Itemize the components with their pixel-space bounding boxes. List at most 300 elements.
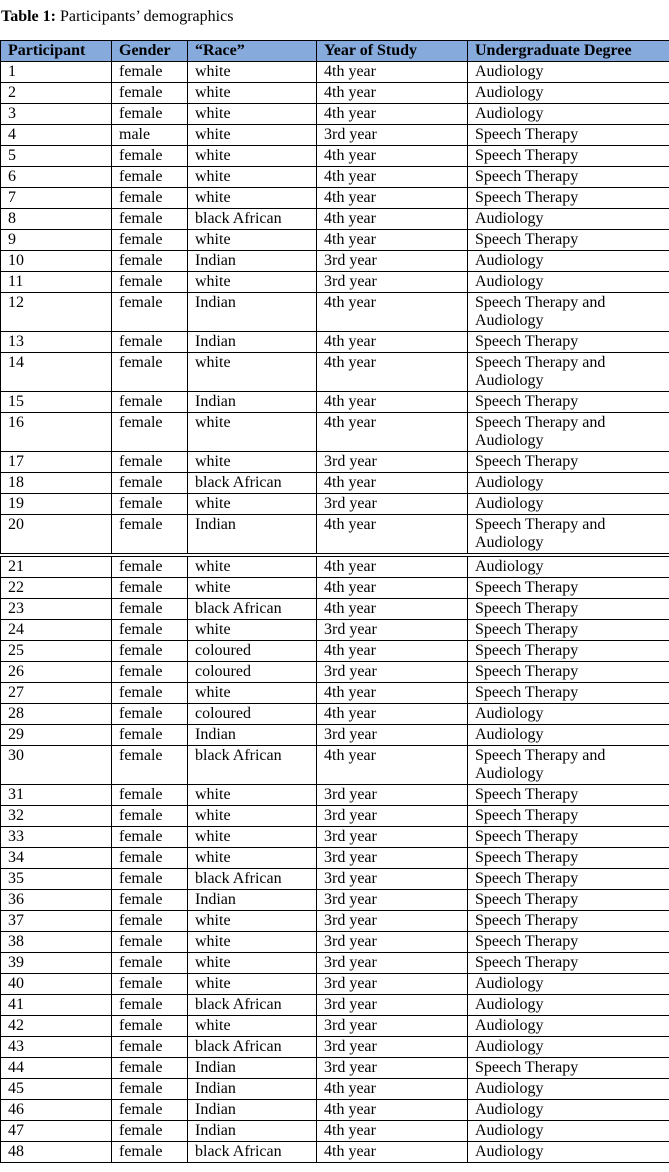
cell-undergraduate-degree: Audiology bbox=[468, 974, 669, 995]
cell-race: Indian bbox=[188, 1100, 317, 1121]
cell-year-of-study: 4th year bbox=[317, 413, 468, 452]
cell-year-of-study: 4th year bbox=[317, 293, 468, 332]
cell-year-of-study: 3rd year bbox=[317, 827, 468, 848]
table-row bbox=[1, 578, 669, 599]
table-row bbox=[1, 890, 669, 911]
cell-undergraduate-degree: Audiology bbox=[468, 557, 669, 578]
cell-undergraduate-degree: Speech Therapy bbox=[468, 953, 669, 974]
table-row bbox=[1, 599, 669, 620]
cell-year-of-study: 4th year bbox=[317, 209, 468, 230]
cell-participant: 5 bbox=[1, 146, 112, 167]
table-row bbox=[1, 806, 669, 827]
cell-undergraduate-degree: Audiology bbox=[468, 704, 669, 725]
cell-gender: male bbox=[112, 125, 188, 146]
cell-gender: female bbox=[112, 413, 188, 452]
cell-year-of-study: 3rd year bbox=[317, 272, 468, 293]
cell-gender: female bbox=[112, 515, 188, 554]
cell-participant: 36 bbox=[1, 890, 112, 911]
cell-gender: female bbox=[112, 353, 188, 392]
table-row bbox=[1, 1100, 669, 1121]
cell-participant: 48 bbox=[1, 1142, 112, 1163]
cell-participant: 7 bbox=[1, 188, 112, 209]
cell-participant: 45 bbox=[1, 1079, 112, 1100]
cell-race: Indian bbox=[188, 515, 317, 554]
table-row bbox=[1, 62, 669, 83]
cell-undergraduate-degree: Audiology bbox=[468, 83, 669, 104]
cell-participant: 47 bbox=[1, 1121, 112, 1142]
table-row bbox=[1, 974, 669, 995]
cell-undergraduate-degree: Speech Therapy bbox=[468, 230, 669, 251]
cell-gender: female bbox=[112, 890, 188, 911]
cell-participant: 18 bbox=[1, 473, 112, 494]
cell-gender: female bbox=[112, 869, 188, 890]
cell-year-of-study: 3rd year bbox=[317, 953, 468, 974]
cell-race: black African bbox=[188, 1037, 317, 1058]
cell-race: Indian bbox=[188, 725, 317, 746]
table-row bbox=[1, 1016, 669, 1037]
cell-race: white bbox=[188, 494, 317, 515]
cell-year-of-study: 4th year bbox=[317, 83, 468, 104]
demographics-table-container bbox=[0, 40, 669, 1163]
cell-participant: 8 bbox=[1, 209, 112, 230]
cell-race: black African bbox=[188, 1142, 317, 1163]
cell-participant: 41 bbox=[1, 995, 112, 1016]
cell-participant: 27 bbox=[1, 683, 112, 704]
cell-race: black African bbox=[188, 746, 317, 785]
cell-gender: female bbox=[112, 932, 188, 953]
cell-undergraduate-degree: Speech Therapy and Audiology bbox=[468, 413, 669, 452]
cell-gender: female bbox=[112, 251, 188, 272]
cell-undergraduate-degree: Speech Therapy bbox=[468, 167, 669, 188]
cell-race: black African bbox=[188, 599, 317, 620]
table-row bbox=[1, 785, 669, 806]
column-header-year-of-study: Year of Study bbox=[317, 41, 468, 62]
table-row bbox=[1, 683, 669, 704]
table-row bbox=[1, 1079, 669, 1100]
table-row bbox=[1, 620, 669, 641]
cell-undergraduate-degree: Audiology bbox=[468, 251, 669, 272]
table-row bbox=[1, 911, 669, 932]
cell-race: white bbox=[188, 125, 317, 146]
table-row bbox=[1, 230, 669, 251]
table-row bbox=[1, 662, 669, 683]
cell-participant: 35 bbox=[1, 869, 112, 890]
cell-race: white bbox=[188, 806, 317, 827]
cell-year-of-study: 3rd year bbox=[317, 620, 468, 641]
table-row bbox=[1, 746, 669, 785]
cell-race: white bbox=[188, 974, 317, 995]
cell-year-of-study: 3rd year bbox=[317, 974, 468, 995]
cell-year-of-study: 4th year bbox=[317, 1142, 468, 1163]
cell-participant: 6 bbox=[1, 167, 112, 188]
table-row bbox=[1, 494, 669, 515]
cell-year-of-study: 3rd year bbox=[317, 125, 468, 146]
cell-year-of-study: 3rd year bbox=[317, 995, 468, 1016]
cell-gender: female bbox=[112, 473, 188, 494]
table-row bbox=[1, 848, 669, 869]
table-caption-label: Table 1: bbox=[1, 8, 56, 25]
cell-race: white bbox=[188, 188, 317, 209]
table-row bbox=[1, 167, 669, 188]
cell-gender: female bbox=[112, 746, 188, 785]
cell-year-of-study: 3rd year bbox=[317, 1037, 468, 1058]
column-header-race: “Race” bbox=[188, 41, 317, 62]
cell-participant: 21 bbox=[1, 557, 112, 578]
cell-gender: female bbox=[112, 953, 188, 974]
cell-undergraduate-degree: Speech Therapy bbox=[468, 641, 669, 662]
cell-gender: female bbox=[112, 272, 188, 293]
cell-year-of-study: 4th year bbox=[317, 1079, 468, 1100]
table-row bbox=[1, 704, 669, 725]
table-row bbox=[1, 209, 669, 230]
cell-year-of-study: 4th year bbox=[317, 746, 468, 785]
table-row bbox=[1, 641, 669, 662]
cell-race: Indian bbox=[188, 293, 317, 332]
cell-year-of-study: 3rd year bbox=[317, 251, 468, 272]
cell-undergraduate-degree: Speech Therapy and Audiology bbox=[468, 515, 669, 554]
table-row bbox=[1, 1037, 669, 1058]
demographics-table-part-1 bbox=[0, 40, 669, 554]
column-header-undergraduate-degree: Undergraduate Degree bbox=[468, 41, 669, 62]
cell-undergraduate-degree: Speech Therapy bbox=[468, 599, 669, 620]
cell-participant: 12 bbox=[1, 293, 112, 332]
cell-participant: 20 bbox=[1, 515, 112, 554]
cell-year-of-study: 4th year bbox=[317, 146, 468, 167]
cell-undergraduate-degree: Speech Therapy bbox=[468, 911, 669, 932]
cell-participant: 34 bbox=[1, 848, 112, 869]
table-caption-text: Participants’ demographics bbox=[55, 8, 234, 25]
table-row bbox=[1, 146, 669, 167]
cell-gender: female bbox=[112, 806, 188, 827]
cell-race: Indian bbox=[188, 392, 317, 413]
cell-year-of-study: 4th year bbox=[317, 1100, 468, 1121]
table-row bbox=[1, 272, 669, 293]
cell-race: white bbox=[188, 104, 317, 125]
cell-gender: female bbox=[112, 578, 188, 599]
cell-participant: 42 bbox=[1, 1016, 112, 1037]
cell-participant: 24 bbox=[1, 620, 112, 641]
table-row bbox=[1, 293, 669, 332]
cell-gender: female bbox=[112, 209, 188, 230]
cell-undergraduate-degree: Speech Therapy bbox=[468, 662, 669, 683]
cell-year-of-study: 3rd year bbox=[317, 725, 468, 746]
cell-year-of-study: 4th year bbox=[317, 104, 468, 125]
cell-participant: 17 bbox=[1, 452, 112, 473]
cell-race: coloured bbox=[188, 662, 317, 683]
cell-race: coloured bbox=[188, 641, 317, 662]
cell-year-of-study: 3rd year bbox=[317, 662, 468, 683]
table-row bbox=[1, 413, 669, 452]
cell-undergraduate-degree: Speech Therapy bbox=[468, 452, 669, 473]
table-row bbox=[1, 869, 669, 890]
cell-race: white bbox=[188, 848, 317, 869]
cell-undergraduate-degree: Audiology bbox=[468, 1079, 669, 1100]
cell-race: black African bbox=[188, 473, 317, 494]
table-row bbox=[1, 125, 669, 146]
cell-participant: 2 bbox=[1, 83, 112, 104]
cell-race: Indian bbox=[188, 1058, 317, 1079]
cell-gender: female bbox=[112, 995, 188, 1016]
cell-participant: 11 bbox=[1, 272, 112, 293]
cell-gender: female bbox=[112, 392, 188, 413]
cell-race: white bbox=[188, 620, 317, 641]
cell-year-of-study: 4th year bbox=[317, 473, 468, 494]
cell-participant: 3 bbox=[1, 104, 112, 125]
cell-race: white bbox=[188, 413, 317, 452]
cell-gender: female bbox=[112, 725, 188, 746]
table-row bbox=[1, 827, 669, 848]
cell-race: white bbox=[188, 953, 317, 974]
cell-undergraduate-degree: Speech Therapy bbox=[468, 332, 669, 353]
cell-year-of-study: 4th year bbox=[317, 353, 468, 392]
table-row bbox=[1, 932, 669, 953]
cell-year-of-study: 3rd year bbox=[317, 848, 468, 869]
cell-gender: female bbox=[112, 146, 188, 167]
cell-gender: female bbox=[112, 104, 188, 125]
cell-year-of-study: 3rd year bbox=[317, 452, 468, 473]
table-row bbox=[1, 1142, 669, 1163]
cell-gender: female bbox=[112, 785, 188, 806]
cell-participant: 19 bbox=[1, 494, 112, 515]
cell-undergraduate-degree: Audiology bbox=[468, 1142, 669, 1163]
cell-gender: female bbox=[112, 188, 188, 209]
cell-race: white bbox=[188, 167, 317, 188]
table-row bbox=[1, 515, 669, 554]
cell-undergraduate-degree: Speech Therapy bbox=[468, 806, 669, 827]
cell-race: coloured bbox=[188, 704, 317, 725]
cell-race: Indian bbox=[188, 332, 317, 353]
cell-gender: female bbox=[112, 974, 188, 995]
cell-race: Indian bbox=[188, 251, 317, 272]
cell-gender: female bbox=[112, 167, 188, 188]
cell-undergraduate-degree: Speech Therapy bbox=[468, 785, 669, 806]
cell-undergraduate-degree: Speech Therapy bbox=[468, 890, 669, 911]
cell-participant: 10 bbox=[1, 251, 112, 272]
cell-year-of-study: 4th year bbox=[317, 599, 468, 620]
cell-participant: 9 bbox=[1, 230, 112, 251]
cell-participant: 46 bbox=[1, 1100, 112, 1121]
cell-gender: female bbox=[112, 332, 188, 353]
cell-gender: female bbox=[112, 827, 188, 848]
cell-year-of-study: 3rd year bbox=[317, 911, 468, 932]
table-row bbox=[1, 332, 669, 353]
cell-race: white bbox=[188, 146, 317, 167]
cell-race: white bbox=[188, 83, 317, 104]
cell-gender: female bbox=[112, 293, 188, 332]
cell-undergraduate-degree: Audiology bbox=[468, 473, 669, 494]
table-caption bbox=[0, 0, 669, 40]
cell-undergraduate-degree: Audiology bbox=[468, 272, 669, 293]
table-row bbox=[1, 188, 669, 209]
table-row bbox=[1, 452, 669, 473]
cell-gender: female bbox=[112, 1037, 188, 1058]
cell-undergraduate-degree: Speech Therapy bbox=[468, 827, 669, 848]
cell-gender: female bbox=[112, 1121, 188, 1142]
cell-year-of-study: 4th year bbox=[317, 578, 468, 599]
cell-year-of-study: 3rd year bbox=[317, 494, 468, 515]
cell-undergraduate-degree: Speech Therapy bbox=[468, 1058, 669, 1079]
cell-gender: female bbox=[112, 1142, 188, 1163]
cell-race: white bbox=[188, 557, 317, 578]
cell-undergraduate-degree: Audiology bbox=[468, 1100, 669, 1121]
cell-year-of-study: 3rd year bbox=[317, 1016, 468, 1037]
cell-undergraduate-degree: Speech Therapy bbox=[468, 146, 669, 167]
header-row bbox=[1, 41, 669, 62]
cell-undergraduate-degree: Audiology bbox=[468, 494, 669, 515]
cell-participant: 37 bbox=[1, 911, 112, 932]
cell-race: Indian bbox=[188, 890, 317, 911]
cell-year-of-study: 3rd year bbox=[317, 890, 468, 911]
cell-participant: 32 bbox=[1, 806, 112, 827]
cell-gender: female bbox=[112, 557, 188, 578]
cell-undergraduate-degree: Audiology bbox=[468, 209, 669, 230]
cell-gender: female bbox=[112, 683, 188, 704]
cell-participant: 40 bbox=[1, 974, 112, 995]
cell-race: white bbox=[188, 230, 317, 251]
cell-gender: female bbox=[112, 662, 188, 683]
cell-undergraduate-degree: Speech Therapy bbox=[468, 932, 669, 953]
cell-undergraduate-degree: Audiology bbox=[468, 725, 669, 746]
cell-participant: 22 bbox=[1, 578, 112, 599]
cell-race: black African bbox=[188, 209, 317, 230]
table-row bbox=[1, 353, 669, 392]
cell-race: white bbox=[188, 353, 317, 392]
cell-undergraduate-degree: Speech Therapy and Audiology bbox=[468, 746, 669, 785]
cell-participant: 14 bbox=[1, 353, 112, 392]
cell-race: black African bbox=[188, 995, 317, 1016]
cell-participant: 1 bbox=[1, 62, 112, 83]
cell-year-of-study: 4th year bbox=[317, 188, 468, 209]
cell-year-of-study: 4th year bbox=[317, 230, 468, 251]
cell-race: Indian bbox=[188, 1079, 317, 1100]
cell-participant: 25 bbox=[1, 641, 112, 662]
cell-gender: female bbox=[112, 230, 188, 251]
cell-year-of-study: 4th year bbox=[317, 704, 468, 725]
cell-undergraduate-degree: Speech Therapy bbox=[468, 683, 669, 704]
cell-undergraduate-degree: Speech Therapy bbox=[468, 620, 669, 641]
cell-year-of-study: 3rd year bbox=[317, 785, 468, 806]
table-row bbox=[1, 557, 669, 578]
cell-undergraduate-degree: Audiology bbox=[468, 1037, 669, 1058]
cell-gender: female bbox=[112, 620, 188, 641]
cell-undergraduate-degree: Speech Therapy bbox=[468, 848, 669, 869]
cell-year-of-study: 3rd year bbox=[317, 806, 468, 827]
cell-year-of-study: 3rd year bbox=[317, 869, 468, 890]
cell-participant: 16 bbox=[1, 413, 112, 452]
cell-undergraduate-degree: Speech Therapy bbox=[468, 188, 669, 209]
cell-undergraduate-degree: Speech Therapy and Audiology bbox=[468, 353, 669, 392]
table-row bbox=[1, 251, 669, 272]
table-row bbox=[1, 1058, 669, 1079]
cell-race: white bbox=[188, 1016, 317, 1037]
table-row bbox=[1, 83, 669, 104]
cell-participant: 15 bbox=[1, 392, 112, 413]
cell-participant: 4 bbox=[1, 125, 112, 146]
cell-race: white bbox=[188, 578, 317, 599]
cell-year-of-study: 4th year bbox=[317, 167, 468, 188]
cell-undergraduate-degree: Speech Therapy bbox=[468, 125, 669, 146]
cell-gender: female bbox=[112, 599, 188, 620]
cell-race: white bbox=[188, 683, 317, 704]
cell-race: white bbox=[188, 452, 317, 473]
cell-race: white bbox=[188, 932, 317, 953]
cell-gender: female bbox=[112, 494, 188, 515]
table-row bbox=[1, 953, 669, 974]
cell-gender: female bbox=[112, 641, 188, 662]
cell-undergraduate-degree: Speech Therapy bbox=[468, 392, 669, 413]
table-row bbox=[1, 473, 669, 494]
cell-race: white bbox=[188, 272, 317, 293]
cell-race: white bbox=[188, 911, 317, 932]
demographics-table-part-2 bbox=[0, 556, 669, 1163]
cell-race: Indian bbox=[188, 1121, 317, 1142]
cell-gender: female bbox=[112, 1016, 188, 1037]
cell-gender: female bbox=[112, 704, 188, 725]
cell-participant: 33 bbox=[1, 827, 112, 848]
cell-gender: female bbox=[112, 1058, 188, 1079]
cell-gender: female bbox=[112, 911, 188, 932]
cell-undergraduate-degree: Speech Therapy bbox=[468, 578, 669, 599]
cell-undergraduate-degree: Speech Therapy and Audiology bbox=[468, 293, 669, 332]
cell-gender: female bbox=[112, 62, 188, 83]
cell-undergraduate-degree: Audiology bbox=[468, 62, 669, 83]
table-row bbox=[1, 725, 669, 746]
cell-gender: female bbox=[112, 1100, 188, 1121]
cell-year-of-study: 4th year bbox=[317, 332, 468, 353]
table-row bbox=[1, 995, 669, 1016]
cell-participant: 31 bbox=[1, 785, 112, 806]
table-row bbox=[1, 1121, 669, 1142]
cell-race: black African bbox=[188, 869, 317, 890]
cell-year-of-study: 4th year bbox=[317, 1121, 468, 1142]
cell-gender: female bbox=[112, 848, 188, 869]
cell-gender: female bbox=[112, 83, 188, 104]
column-header-gender: Gender bbox=[112, 41, 188, 62]
cell-gender: female bbox=[112, 1079, 188, 1100]
cell-year-of-study: 4th year bbox=[317, 62, 468, 83]
cell-race: white bbox=[188, 785, 317, 806]
cell-undergraduate-degree: Audiology bbox=[468, 104, 669, 125]
cell-undergraduate-degree: Speech Therapy bbox=[468, 869, 669, 890]
column-header-participant: Participant bbox=[1, 41, 112, 62]
cell-year-of-study: 4th year bbox=[317, 392, 468, 413]
cell-participant: 13 bbox=[1, 332, 112, 353]
cell-race: white bbox=[188, 827, 317, 848]
cell-participant: 28 bbox=[1, 704, 112, 725]
cell-year-of-study: 4th year bbox=[317, 515, 468, 554]
cell-participant: 38 bbox=[1, 932, 112, 953]
cell-participant: 30 bbox=[1, 746, 112, 785]
cell-participant: 44 bbox=[1, 1058, 112, 1079]
cell-participant: 39 bbox=[1, 953, 112, 974]
table-row bbox=[1, 104, 669, 125]
cell-participant: 26 bbox=[1, 662, 112, 683]
cell-undergraduate-degree: Audiology bbox=[468, 1121, 669, 1142]
cell-year-of-study: 3rd year bbox=[317, 932, 468, 953]
table-row bbox=[1, 392, 669, 413]
cell-participant: 43 bbox=[1, 1037, 112, 1058]
cell-undergraduate-degree: Audiology bbox=[468, 995, 669, 1016]
cell-gender: female bbox=[112, 452, 188, 473]
cell-year-of-study: 4th year bbox=[317, 641, 468, 662]
cell-participant: 29 bbox=[1, 725, 112, 746]
cell-undergraduate-degree: Audiology bbox=[468, 1016, 669, 1037]
cell-year-of-study: 4th year bbox=[317, 557, 468, 578]
cell-year-of-study: 3rd year bbox=[317, 1058, 468, 1079]
cell-year-of-study: 4th year bbox=[317, 683, 468, 704]
cell-participant: 23 bbox=[1, 599, 112, 620]
cell-race: white bbox=[188, 62, 317, 83]
